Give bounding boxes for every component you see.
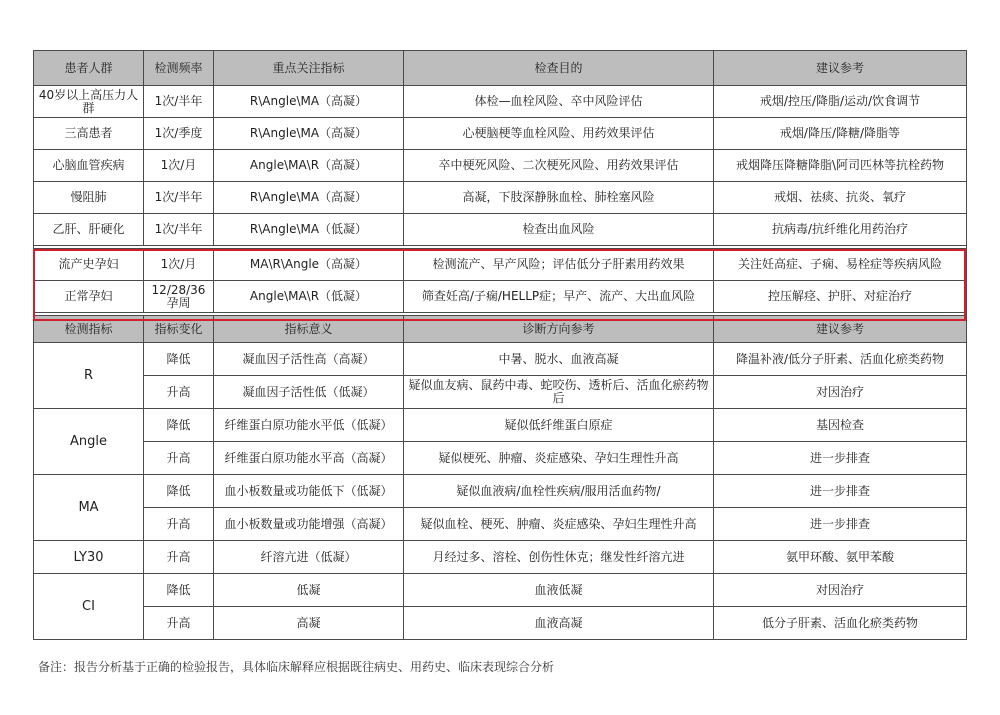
table-cell: 进一步排查 bbox=[714, 508, 967, 541]
table-row bbox=[34, 118, 967, 150]
table-cell: 高凝 bbox=[214, 607, 404, 640]
table-cell: 进一步排查 bbox=[714, 475, 967, 508]
table-row bbox=[34, 607, 967, 640]
header-advice-2: 建议参考 bbox=[714, 316, 967, 343]
table-cell: 凝血因子活性低（低凝） bbox=[214, 376, 404, 409]
table-cell: R\Angle\MA（低凝） bbox=[214, 214, 404, 246]
indicator-cell: Angle bbox=[34, 409, 144, 475]
table-cell: 降低 bbox=[144, 409, 214, 442]
table-cell: 40岁以上高压力人群 bbox=[34, 86, 144, 118]
table-cell: 疑似血液病/血栓性疾病/服用活血药物/ bbox=[404, 475, 714, 508]
table-cell: 进一步排查 bbox=[714, 442, 967, 475]
header-change: 指标变化 bbox=[144, 316, 214, 343]
report-sheet bbox=[33, 50, 966, 640]
table-cell: 12/28/36孕周 bbox=[144, 281, 214, 313]
table-cell: 1次/半年 bbox=[144, 182, 214, 214]
table-cell: 氨甲环酸、氨甲苯酸 bbox=[714, 541, 967, 574]
table2-header-row bbox=[34, 316, 967, 343]
table-cell: 对因治疗 bbox=[714, 574, 967, 607]
table-cell: 戒烟降压降糖降脂\阿司匹林等抗栓药物 bbox=[714, 150, 967, 182]
table-row bbox=[34, 281, 967, 313]
footnote: 备注：报告分析基于正确的检验报告，具体临床解释应根据既往病史、用药史、临床表现综合分析 bbox=[38, 660, 555, 674]
table-cell: 低凝 bbox=[214, 574, 404, 607]
table-cell: 1次/月 bbox=[144, 249, 214, 281]
table-cell: 降温补液/低分子肝素、活血化瘀类药物 bbox=[714, 343, 967, 376]
table-cell: 降低 bbox=[144, 475, 214, 508]
header-diagnosis: 诊断方向参考 bbox=[404, 316, 714, 343]
table-cell: 乙肝、肝硬化 bbox=[34, 214, 144, 246]
table-cell: 纤维蛋白原功能水平高（高凝） bbox=[214, 442, 404, 475]
table-cell: 血液高凝 bbox=[404, 607, 714, 640]
table-row bbox=[34, 343, 967, 376]
reference-table bbox=[33, 50, 967, 640]
table-cell: 纤溶亢进（低凝） bbox=[214, 541, 404, 574]
table-cell: 月经过多、溶栓、创伤性休克；继发性纤溶亢进 bbox=[404, 541, 714, 574]
table-cell: 戒烟/控压/降脂/运动/饮食调节 bbox=[714, 86, 967, 118]
table-cell: 高凝，下肢深静脉血栓、肺栓塞风险 bbox=[404, 182, 714, 214]
table-cell: Angle\MA\R（高凝） bbox=[214, 150, 404, 182]
table-row bbox=[34, 574, 967, 607]
table-cell: 凝血因子活性高（高凝） bbox=[214, 343, 404, 376]
header-advice: 建议参考 bbox=[714, 51, 967, 86]
table-cell: 1次/半年 bbox=[144, 214, 214, 246]
indicator-cell: MA bbox=[34, 475, 144, 541]
table-cell: Angle\MA\R（低凝） bbox=[214, 281, 404, 313]
table-cell: 流产史孕妇 bbox=[34, 249, 144, 281]
table-cell: 心梗脑梗等血栓风险、用药效果评估 bbox=[404, 118, 714, 150]
table-row bbox=[34, 86, 967, 118]
table-cell: 升高 bbox=[144, 607, 214, 640]
table-cell: 1次/月 bbox=[144, 150, 214, 182]
table-cell: 低分子肝素、活血化瘀类药物 bbox=[714, 607, 967, 640]
table-row bbox=[34, 182, 967, 214]
table-cell: 关注妊高症、子痫、易栓症等疾病风险 bbox=[714, 249, 967, 281]
table-row bbox=[34, 214, 967, 246]
table-cell: R\Angle\MA（高凝） bbox=[214, 182, 404, 214]
table-cell: 慢阻肺 bbox=[34, 182, 144, 214]
header-key-indicators: 重点关注指标 bbox=[214, 51, 404, 86]
table-cell: 疑似梗死、肿瘤、炎症感染、孕妇生理性升高 bbox=[404, 442, 714, 475]
table-cell: 血小板数量或功能增强（高凝） bbox=[214, 508, 404, 541]
table-row bbox=[34, 376, 967, 409]
table-cell: 升高 bbox=[144, 376, 214, 409]
table-row bbox=[34, 541, 967, 574]
table-cell: 降低 bbox=[144, 343, 214, 376]
table-cell: 三高患者 bbox=[34, 118, 144, 150]
table-cell: 纤维蛋白原功能水平低（低凝） bbox=[214, 409, 404, 442]
header-purpose: 检查目的 bbox=[404, 51, 714, 86]
table-cell: 戒烟、祛痰、抗炎、氧疗 bbox=[714, 182, 967, 214]
table-cell: 升高 bbox=[144, 541, 214, 574]
table-cell: 升高 bbox=[144, 508, 214, 541]
table-cell: 血液低凝 bbox=[404, 574, 714, 607]
table-row bbox=[34, 475, 967, 508]
table-cell: R\Angle\MA（高凝） bbox=[214, 86, 404, 118]
table-cell: MA\R\Angle（高凝） bbox=[214, 249, 404, 281]
table-cell: 筛查妊高/子痫/HELLP症；早产、流产、大出血风险 bbox=[404, 281, 714, 313]
table-cell: 抗病毒/抗纤维化用药治疗 bbox=[714, 214, 967, 246]
indicator-cell: R bbox=[34, 343, 144, 409]
header-frequency: 检测频率 bbox=[144, 51, 214, 86]
table-cell: R\Angle\MA（高凝） bbox=[214, 118, 404, 150]
table-cell: 检测流产、早产风险；评估低分子肝素用药效果 bbox=[404, 249, 714, 281]
table-cell: 升高 bbox=[144, 442, 214, 475]
table-row bbox=[34, 508, 967, 541]
header-meaning: 指标意义 bbox=[214, 316, 404, 343]
table-cell: 1次/季度 bbox=[144, 118, 214, 150]
table-cell: 降低 bbox=[144, 574, 214, 607]
table-cell: 1次/半年 bbox=[144, 86, 214, 118]
indicator-cell: LY30 bbox=[34, 541, 144, 574]
indicator-cell: CI bbox=[34, 574, 144, 640]
table-row bbox=[34, 249, 967, 281]
table-cell: 戒烟/降压/降糖/降脂等 bbox=[714, 118, 967, 150]
table-cell: 卒中梗死风险、二次梗死风险、用药效果评估 bbox=[404, 150, 714, 182]
table-cell: 中暑、脱水、血液高凝 bbox=[404, 343, 714, 376]
table-cell: 基因检查 bbox=[714, 409, 967, 442]
table1-header-row bbox=[34, 51, 967, 86]
table-cell: 血小板数量或功能低下（低凝） bbox=[214, 475, 404, 508]
table-cell: 疑似低纤维蛋白原症 bbox=[404, 409, 714, 442]
table-cell: 检查出血风险 bbox=[404, 214, 714, 246]
table-cell: 疑似血友病、鼠药中毒、蛇咬伤、透析后、活血化瘀药物后 bbox=[404, 376, 714, 409]
table-row bbox=[34, 442, 967, 475]
table-cell: 控压解痉、护肝、对症治疗 bbox=[714, 281, 967, 313]
table-cell: 心脑血管疾病 bbox=[34, 150, 144, 182]
header-indicator: 检测指标 bbox=[34, 316, 144, 343]
table-row bbox=[34, 409, 967, 442]
table-cell: 疑似血栓、梗死、肿瘤、炎症感染、孕妇生理性升高 bbox=[404, 508, 714, 541]
table-cell: 对因治疗 bbox=[714, 376, 967, 409]
table-cell: 体检—血栓风险、卒中风险评估 bbox=[404, 86, 714, 118]
header-patient-group: 患者人群 bbox=[34, 51, 144, 86]
table-row bbox=[34, 150, 967, 182]
table-cell: 正常孕妇 bbox=[34, 281, 144, 313]
